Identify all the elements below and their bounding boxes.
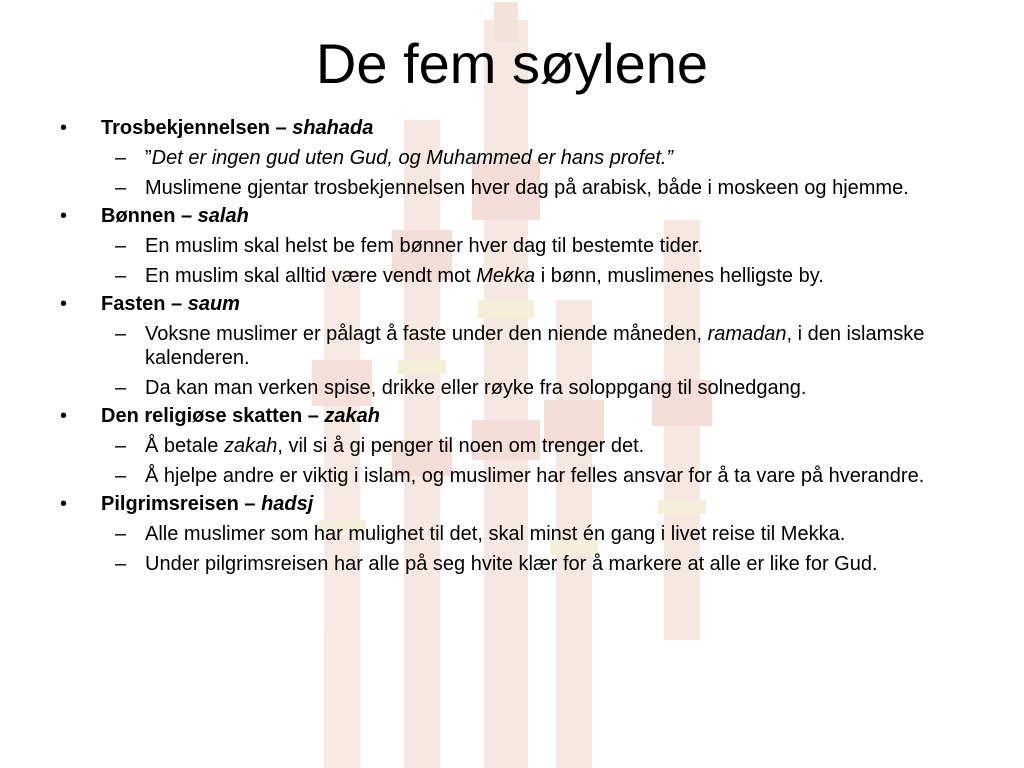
pillar-point [60, 552, 990, 576]
point-italic: Det er ingen gud uten Gud, og Muhammed er hans profet.” [151, 147, 674, 169]
pillar-heading [60, 404, 990, 428]
pillar-heading [60, 292, 990, 316]
point-text: Muslimene gjentar trosbekjennelsen hver dag på arabisk, både i moskeen og hjemme. [145, 177, 909, 199]
dash: – [115, 235, 127, 257]
pillar-salah [60, 204, 990, 288]
dash: – [115, 553, 127, 575]
pillar-point [60, 322, 990, 370]
pillar-zakah [60, 404, 990, 488]
point-text: Da kan man verken spise, drikke eller røyke fra soloppgang til solnedgang. [145, 377, 807, 399]
pillar-name: Trosbekjennelsen – [101, 117, 293, 139]
pillar-heading [60, 492, 990, 516]
pillar-term: shahada [292, 117, 374, 139]
pillar-name: Pilgrimsreisen – [101, 493, 262, 515]
pillar-term: salah [197, 205, 249, 227]
point-italic: ramadan [707, 323, 787, 345]
point-text: Å hjelpe andre er viktig i islam, og muslimer har felles ansvar for å ta vare på hverandre. [145, 465, 925, 487]
bullet: • [60, 293, 68, 315]
point-text-before: Voksne muslimer er pålagt å faste under den niende måneden, [145, 323, 708, 345]
bullet: • [60, 493, 68, 515]
point-text-before: Å betale [145, 435, 224, 457]
point-text-after: , vil si å gi penger til noen om trenger det. [277, 435, 645, 457]
point-text-after: , i den islamske kalenderen. [145, 323, 925, 369]
point-italic: Mekka [476, 265, 536, 287]
pillar-term: zakah [324, 405, 381, 427]
pillar-point [60, 146, 990, 170]
dash: – [115, 265, 127, 287]
pillar-point [60, 376, 990, 400]
dash: – [115, 377, 127, 399]
dash: – [115, 177, 127, 199]
point-text: En muslim skal helst be fem bønner hver dag til bestemte tider. [145, 235, 704, 257]
bullet: • [60, 205, 68, 227]
pillar-term: hadsj [261, 493, 314, 515]
pillar-point [60, 464, 990, 488]
dash: – [115, 323, 127, 345]
point-text-after: i bønn, muslimenes helligste by. [535, 265, 824, 287]
point-text: Under pilgrimsreisen har alle på seg hvite klær for å markere at alle er like for Gud. [145, 553, 878, 575]
pillar-point [60, 176, 990, 200]
bullet: • [60, 405, 68, 427]
slide-title: De fem søylene [315, 32, 709, 95]
pillar-shahada [60, 116, 990, 200]
pillar-point [60, 234, 990, 258]
point-text: Alle muslimer som har mulighet til det, skal minst én gang i livet reise til Mekka. [145, 523, 846, 545]
pillar-name: Bønnen – [101, 205, 198, 227]
pillar-point [60, 522, 990, 546]
pillar-heading [60, 116, 990, 140]
dash: – [115, 435, 127, 457]
bullet: • [60, 117, 68, 139]
pillar-hadsj [60, 492, 990, 576]
pillar-term: saum [187, 293, 240, 315]
dash: – [115, 147, 127, 169]
pillar-name: Fasten – [101, 293, 188, 315]
point-quote-open: ” [145, 147, 152, 169]
dash: – [115, 465, 127, 487]
pillar-name: Den religiøse skatten – [101, 405, 325, 427]
point-italic: zakah [223, 435, 278, 457]
pillar-heading [60, 204, 990, 228]
pillar-list [60, 112, 990, 576]
pillar-point [60, 434, 990, 458]
pillar-point [60, 264, 990, 288]
point-text-before: En muslim skal alltid være vendt mot [145, 265, 477, 287]
dash: – [115, 523, 127, 545]
pillar-saum [60, 292, 990, 400]
